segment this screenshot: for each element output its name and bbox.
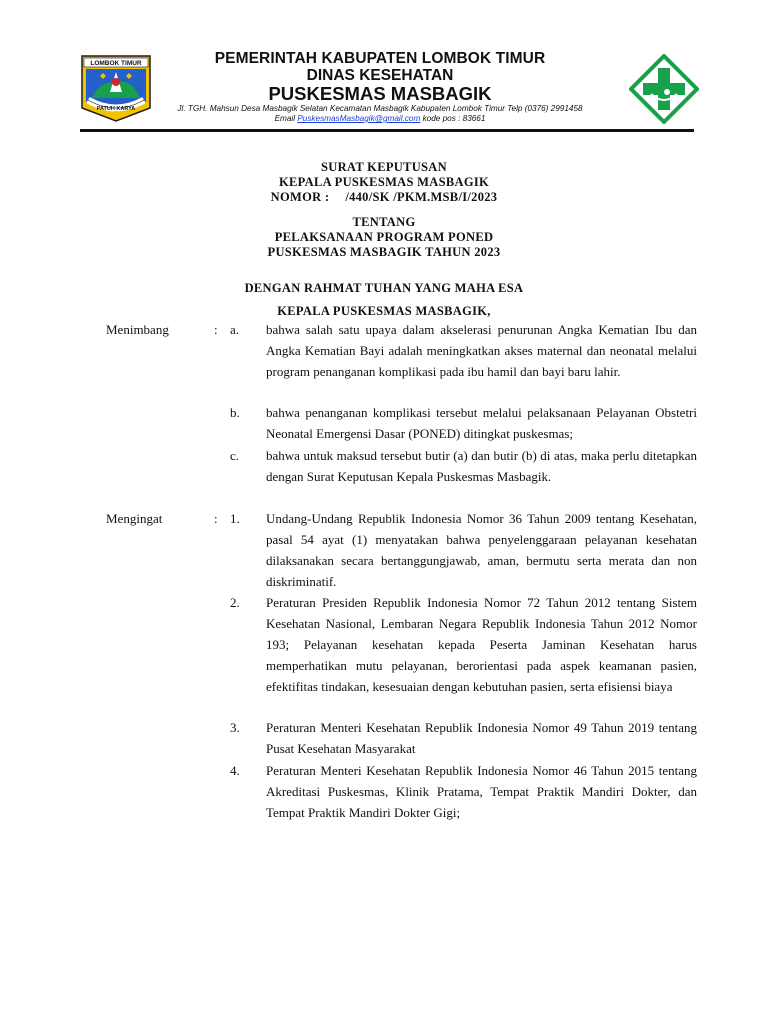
subject-tentang: TENTANG (352, 215, 416, 229)
menimbang-mark-c: c. (230, 448, 240, 463)
emblem-bottom-text: PATUH KARYA (96, 106, 136, 112)
mengingat-mark-2: 2. (230, 595, 240, 610)
email-link[interactable]: PuskesmasMasbagik@gmail.com (297, 114, 421, 123)
menimbang-mark-b: b. (230, 405, 240, 420)
decree-number-label: NOMOR : (270, 190, 330, 204)
mengingat-item-3: Peraturan Menteri Kesehatan Republik Indonesia Nomor 49 Tahun 2019 tentang Pusat Kesehatan Masyarakat (266, 720, 697, 756)
decree-title-line2: KEPALA PUSKESMAS MASBAGIK (278, 175, 490, 189)
menimbang-colon: : (214, 322, 218, 337)
letterhead-contact (160, 114, 600, 124)
mengingat-mark-1: 1. (230, 511, 240, 526)
letterhead-agency: DINAS KESEHATAN (306, 67, 454, 84)
decree-title-line1: SURAT KEPUTUSAN (321, 160, 447, 174)
mengingat-mark-4: 4. (230, 763, 240, 778)
postal-code: kode pos : 83661 (420, 114, 486, 123)
decree-number (0, 190, 768, 205)
decree-subject (0, 215, 768, 260)
mengingat-item-4: Peraturan Menteri Kesehatan Republik Indonesia Nomor 46 Tahun 2015 tentang Akreditasi Puskesmas, Klinik Pratama, Tempat Praktik Mandiri Dokter, dan Tempat Praktik Mandiri Dokter Gigi; (266, 763, 697, 820)
menimbang-item-a: bahwa salah satu upaya dalam akselerasi penurunan Angka Kematian Ibu dan Angka Kematian Bayi adalah meningkatkan akses maternal dan neonatal melalui program penanganan komplikasi pada ibu hamil dan bayi baru lahir. (266, 322, 697, 379)
letterhead-government: PEMERINTAH KABUPATEN LOMBOK TIMUR (214, 50, 546, 67)
menimbang-item-c: bahwa untuk maksud tersebut butir (a) dan butir (b) di atas, maka perlu ditetapkan dengan Surat Keputusan Kepala Puskesmas Masbagik. (266, 448, 697, 484)
menimbang-label: Menimbang (106, 322, 169, 337)
subject-line2: PELAKSANAAN PROGRAM PONED (274, 230, 494, 244)
email-prefix: Email (274, 114, 298, 123)
subject-line3: PUSKESMAS MASBAGIK TAHUN 2023 (267, 245, 501, 259)
letterhead-divider (80, 129, 694, 132)
mengingat-item-1: Undang-Undang Republik Indonesia Nomor 36 Tahun 2009 tentang Kesehatan, pasal 54 ayat (1) menyatakan bahwa penyelenggaraan pelayanan kesehatan dilaksanakan secara bertanggungjawab, aman, bermutu serta merata dan non diskriminatif. (266, 511, 697, 589)
preamble-line1: DENGAN RAHMAT TUHAN YANG MAHA ESA (244, 281, 524, 295)
letterhead-address: Jl. TGH. Mahsun Desa Masbagik Selatan Kecamatan Masbagik Kabupaten Lombok Timur Telp (0376) 2991458 (177, 104, 583, 113)
letterhead (160, 50, 600, 124)
emblem-top-text: LOMBOK TIMUR (90, 60, 142, 67)
menimbang-mark-a: a. (230, 322, 240, 337)
preamble-line2: KEPALA PUSKESMAS MASBAGIK, (277, 304, 491, 318)
mengingat-item-2: Peraturan Presiden Republik Indonesia Nomor 72 Tahun 2012 tentang Sistem Kesehatan Nasional, Lembaran Negara Republik Indonesia Tahun 2012 Nomor 193; Pelayanan kesehatan kepada Peserta Jaminan Kesehatan harus memperhatikan mutu pelayanan, berorientasi pada aspek keamanan pasien, efektifitas tindakan, kesesuaian dengan kebutuhan pasien, serta efisiensi biaya (266, 595, 697, 694)
mengingat-colon: : (214, 511, 218, 526)
mengingat-mark-3: 3. (230, 720, 240, 735)
decree-number-value: /440/SK /PKM.MSB/I/2023 (345, 190, 498, 204)
puskesmas-logo-icon (629, 54, 699, 124)
lombok-timur-emblem-icon (80, 54, 152, 122)
decree-title (0, 160, 768, 205)
menimbang-item-b: bahwa penanganan komplikasi tersebut melalui pelaksanaan Pelayanan Obstetri Neonatal Emergensi Dasar (PONED) ditingkat puskesmas; (266, 405, 697, 441)
letterhead-institution: PUSKESMAS MASBAGIK (268, 83, 492, 104)
decree-preamble (0, 278, 768, 322)
mengingat-label: Mengingat (106, 511, 163, 526)
